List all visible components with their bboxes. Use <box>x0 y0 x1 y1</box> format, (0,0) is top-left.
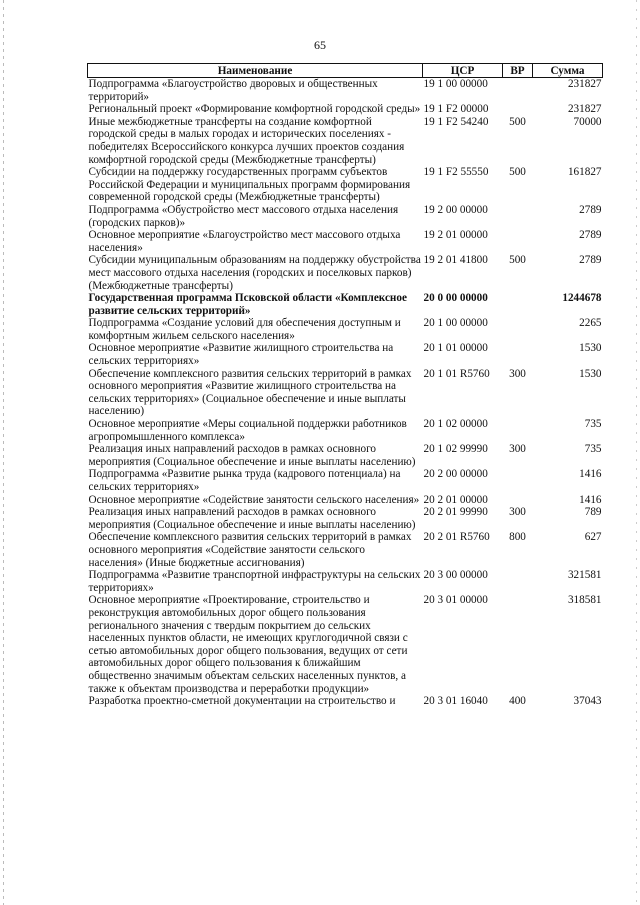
row-csr-code: 19 2 01 00000 <box>423 229 488 242</box>
row-vr-code: 300 <box>509 506 526 519</box>
row-vr-code <box>503 317 533 342</box>
row-vr-code <box>503 494 533 507</box>
header-csr: ЦСР <box>423 64 503 78</box>
row-vr-code <box>503 569 533 594</box>
row-csr-code: 19 1 F2 55550 <box>423 166 489 179</box>
row-vr-code <box>503 468 533 493</box>
row-amount: 231827 <box>567 78 602 90</box>
table-row <box>88 368 603 418</box>
row-amount: 1416 <box>579 493 602 506</box>
header-name: Наименование <box>88 64 423 78</box>
table-row <box>88 342 603 367</box>
table-row <box>88 116 603 166</box>
row-name: Основное мероприятие «Благоустройство мест массового отдыха населения» <box>88 229 401 254</box>
row-name: Обеспечение комплексного развития сельских территорий в рамках основного мероприятия «Содействие занятости сельского населения» (Иные бюджетные ассигнования) <box>88 531 412 569</box>
table-row <box>88 594 603 695</box>
row-amount: 321581 <box>567 569 602 582</box>
row-name: Субсидии на поддержку государственных программ субъектов Российской Федерации и муниципальных программ формирования современной городской среды (Межбюджетные трансферты) <box>88 166 411 204</box>
row-amount: 735 <box>584 443 602 456</box>
row-name: Государственная программа Псковской области «Комплексное развитие сельских территорий» <box>88 292 407 317</box>
table-row <box>88 292 603 317</box>
row-csr-code: 20 2 01 R5760 <box>423 531 490 544</box>
header-vr: ВР <box>503 64 533 78</box>
row-amount: 735 <box>584 418 602 431</box>
table-row <box>88 317 603 342</box>
row-csr-code: 19 1 F2 54240 <box>423 115 489 128</box>
row-amount: 318581 <box>567 594 602 607</box>
table-row <box>88 494 603 507</box>
table-row <box>88 443 603 468</box>
row-csr-code: 19 2 00 00000 <box>423 203 488 216</box>
table-row <box>88 166 603 204</box>
budget-table <box>87 63 603 708</box>
row-name: Основное мероприятие «Содействие занятости сельского населения» <box>88 493 420 506</box>
row-vr-code <box>503 204 533 229</box>
row-amount: 1416 <box>579 468 602 481</box>
row-vr-code: 300 <box>509 367 526 380</box>
table-body <box>88 78 603 708</box>
row-name: Реализация иных направлений расходов в рамках основного мероприятия (Социальное обеспечение и иные выплаты населению) <box>88 443 416 468</box>
row-csr-code: 20 1 02 00000 <box>423 418 488 431</box>
row-name: Подпрограмма «Обустройство мест массового отдыха населения (городских парков)» <box>88 203 399 229</box>
row-csr-code: 20 1 01 R5760 <box>423 367 490 380</box>
row-amount: 70000 <box>573 115 602 128</box>
row-amount: 1530 <box>579 342 602 355</box>
row-vr-code: 400 <box>509 695 526 708</box>
row-vr-code <box>503 418 533 443</box>
row-vr-code <box>503 78 533 104</box>
table-row <box>88 418 603 443</box>
row-name: Основное мероприятие «Меры социальной поддержки работников агропромышленного комплекса» <box>88 418 407 443</box>
row-vr-code <box>503 342 533 367</box>
row-vr-code: 300 <box>509 443 526 456</box>
row-csr-code: 19 1 00 00000 <box>423 78 488 90</box>
row-name: Основное мероприятие «Проектирование, строительство и реконструкция автомобильных дорог общего пользования регионального значения с твердым покрытием до сельских населенных пунктов области, не имеющих круглогодичной связи с сетью автомобильных дорог общего пользования, ведущих от сети автомобильных дорог общего пользования к ближайшим общественно значимым объектам сельских населенных пунктов, а также к объектам производства и переработки продукции» <box>88 594 408 695</box>
table-header <box>88 64 603 78</box>
table-row <box>88 569 603 594</box>
row-name: Подпрограмма «Развитие транспортной инфраструктуры на сельских территориях» <box>88 569 421 594</box>
row-vr-code <box>503 103 533 116</box>
header-row <box>88 64 603 78</box>
row-name: Подпрограмма «Создание условий для обеспечения доступным и комфортным жильем сельского населения» <box>88 317 401 342</box>
row-vr-code: 800 <box>509 531 526 544</box>
row-amount: 161827 <box>567 166 602 179</box>
row-name: Реализация иных направлений расходов в рамках основного мероприятия (Социальное обеспечение и иные выплаты населению) <box>88 506 416 531</box>
table-row <box>88 204 603 229</box>
row-name: Обеспечение комплексного развития сельских территорий в рамках основного мероприятия «Развитие жилищного строительства на сельских территориях» (Социальное обеспечение и иные выплаты населению) <box>88 367 412 418</box>
scan-edge-right <box>636 0 637 905</box>
row-csr-code: 20 1 02 99990 <box>423 443 488 456</box>
row-vr-code: 500 <box>509 254 526 267</box>
row-csr-code: 20 0 00 00000 <box>423 292 488 305</box>
row-amount: 627 <box>584 531 602 544</box>
row-amount: 1244678 <box>562 292 602 305</box>
row-csr-code: 20 2 00 00000 <box>423 468 488 481</box>
table-row <box>88 254 603 292</box>
row-csr-code: 20 2 01 00000 <box>423 493 488 506</box>
row-amount: 231827 <box>567 103 602 116</box>
row-vr-code <box>503 292 533 317</box>
row-vr-code: 500 <box>509 166 526 179</box>
row-csr-code: 19 2 01 41800 <box>423 254 488 267</box>
row-csr-code: 19 1 F2 00000 <box>423 103 489 116</box>
row-csr-code: 20 2 01 99990 <box>423 506 488 519</box>
row-name: Иные межбюджетные трансферты на создание комфортной городской среды в малых городах и исторических поселениях - победителях Всероссийского конкурса лучших проектов создания комфортной городской среды (Межбюджетные трансферты) <box>88 115 405 166</box>
row-amount: 789 <box>584 506 602 519</box>
row-amount: 2789 <box>579 229 602 242</box>
row-name: Разработка проектно-сметной документации на строительство и <box>88 695 396 708</box>
row-amount: 2789 <box>579 254 602 267</box>
table-row <box>88 506 603 531</box>
row-csr-code: 20 3 00 00000 <box>423 569 488 582</box>
row-amount: 37043 <box>573 695 602 708</box>
row-name: Подпрограмма «Благоустройство дворовых и общественных территорий» <box>88 78 378 103</box>
table-row <box>88 695 603 708</box>
row-csr-code: 20 3 01 16040 <box>423 695 488 708</box>
page-number: 65 <box>314 38 326 52</box>
row-amount: 2789 <box>579 203 602 216</box>
row-name: Субсидии муниципальным образованиям на поддержку обустройства мест массового отдыха населения (городских и поселковых парков) (Межбюджетные трансферты) <box>88 254 421 292</box>
row-csr-code: 20 1 01 00000 <box>423 342 488 355</box>
row-csr-code: 20 1 00 00000 <box>423 317 488 330</box>
scan-edge-left <box>3 0 4 905</box>
row-name: Подпрограмма «Развитие рынка труда (кадрового потенциала) на сельских территориях» <box>88 468 401 493</box>
table-row <box>88 103 603 116</box>
row-vr-code: 500 <box>509 115 526 128</box>
row-csr-code: 20 3 01 00000 <box>423 594 488 607</box>
row-vr-code <box>503 594 533 695</box>
table-row <box>88 531 603 569</box>
row-amount: 2265 <box>579 317 602 330</box>
table-row <box>88 468 603 493</box>
row-amount: 1530 <box>579 367 602 380</box>
table-row <box>88 229 603 254</box>
header-sum: Сумма <box>533 64 603 78</box>
row-name: Основное мероприятие «Развитие жилищного строительства на сельских территориях» <box>88 342 394 368</box>
row-vr-code <box>503 229 533 254</box>
table-row <box>88 78 603 104</box>
row-name: Региональный проект «Формирование комфортной городской среды» <box>88 103 421 116</box>
